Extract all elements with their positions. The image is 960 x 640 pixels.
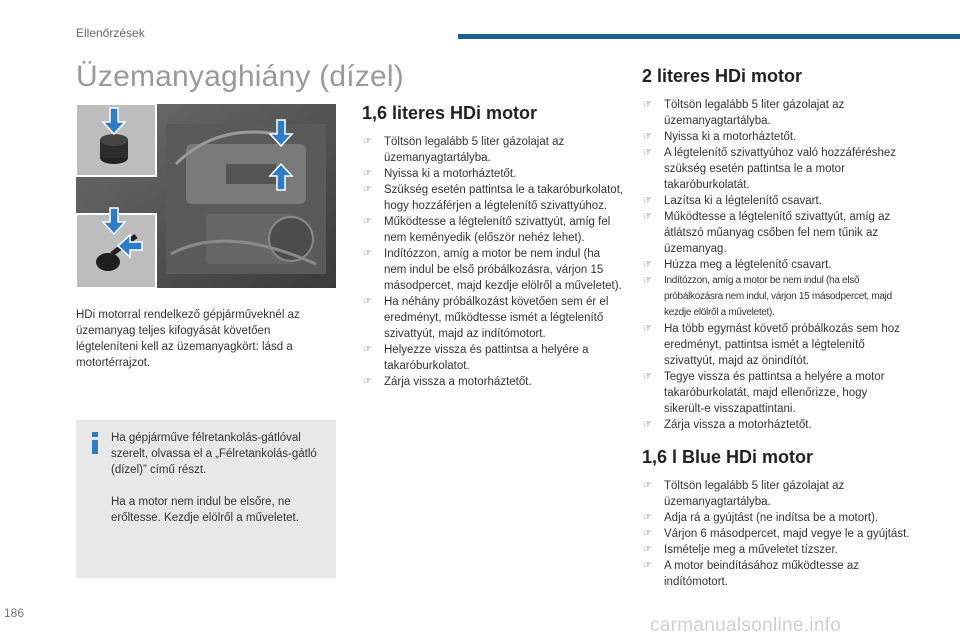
step-item: ☞ Tegye vissza és pattintsa a helyére a motor takaróburkolatát, majd ellenőrizze, hogy sikerült-e visszapattintani. xyxy=(642,369,910,417)
step-item: ☞ Zárja vissza a motorháztetőt. xyxy=(642,417,910,433)
step-item: ☞ Helyezze vissza és pattintsa a helyére a takaróburkolatot. xyxy=(362,342,624,374)
section-header: Ellenőrzések xyxy=(76,26,145,40)
step-item: ☞ Nyissa ki a motorháztetőt. xyxy=(362,166,624,182)
section-heading: 2 literes HDi motor xyxy=(642,66,803,86)
step-item: ☞ Zárja vissza a motorháztetőt. xyxy=(362,374,624,390)
note-paragraph: Ha gépjárműve félretankolás-gátlóval szerelt, olvassa el a „Félretankolás-gátló (dízel)” című részt. xyxy=(111,432,317,476)
section-heading: 1,6 literes HDi motor xyxy=(362,103,538,123)
step-item: ☞ Töltsön legalább 5 liter gázolajat az üzemanyagtartályba. xyxy=(642,97,910,129)
note-paragraph: Ha a motor nem indul be elsőre, ne erőltesse. Kezdje elölről a műveletet. xyxy=(111,496,299,524)
step-item: ☞ Indítózzon, amíg a motor be nem indul (ha első próbálkozásra nem indul, várjon 15 másodpercet, majd kezdje elölről a műveletet). xyxy=(642,273,910,321)
step-item: ☞ Ismételje meg a műveletet tízszer. xyxy=(642,542,910,558)
header-accent-bar xyxy=(458,34,960,39)
section-bluehdi xyxy=(642,447,910,590)
watermark: carmanualsonline.info xyxy=(650,615,842,636)
step-item: ☞ Működtesse a légtelenítő szivattyút, amíg fel nem keményedik (először nehéz lehet). xyxy=(362,214,624,246)
engine-illustration xyxy=(76,104,336,288)
step-item: ☞ Adja rá a gyújtást (ne indítsa be a motort). xyxy=(642,510,910,526)
page-number: 186 xyxy=(4,606,25,620)
step-item: ☞ Töltsön legalább 5 liter gázolajat az üzemanyagtartályba. xyxy=(362,134,624,166)
section-hdi16 xyxy=(362,103,624,390)
step-item: ☞ Szükség esetén pattintsa le a takaróburkolatot, hogy hozzáférjen a légtelenítő szivattyúhoz. xyxy=(362,182,624,214)
engine-bay-figure xyxy=(76,104,336,288)
step-item: ☞ Húzza meg a légtelenítő csavart. xyxy=(642,257,910,273)
intro-paragraph: HDi motorral rendelkező gépjárműveknél az üzemanyag teljes kifogyását követően légteleníteni kell az üzemanyagkört: lásd a motortérrajzot. xyxy=(76,309,300,369)
step-item: ☞ Nyissa ki a motorháztetőt. xyxy=(642,129,910,145)
info-note-box xyxy=(76,420,336,578)
step-item: ☞ Várjon 6 másodpercet, majd vegye le a gyújtást. xyxy=(642,526,910,542)
step-item: ☞ Ha néhány próbálkozást követően sem ér el eredményt, működtesse ismét a légtelenítő szivattyút, majd az indítómotort. xyxy=(362,294,624,342)
step-list xyxy=(362,134,624,390)
step-item: ☞ Működtesse a légtelenítő szivattyút, amíg az átlátszó műanyag csőben fel nem tűnik az üzemanyag. xyxy=(642,209,910,257)
step-item: ☞ A légtelenítő szivattyúhoz való hozzáféréshez szükség esetén pattintsa le a motor takaróburkolatát. xyxy=(642,145,910,193)
section-heading: 1,6 l Blue HDi motor xyxy=(642,447,814,467)
step-item: ☞ Töltsön legalább 5 liter gázolajat az üzemanyagtartályba. xyxy=(642,478,910,510)
step-item: ☞ Indítózzon, amíg a motor be nem indul (ha nem indul be első próbálkozásra, várjon 15 másodpercet, majd kezdje elölről a műveletet). xyxy=(362,246,624,294)
step-item: ☞ A motor beindításához működtesse az indítómotort. xyxy=(642,558,910,590)
info-icon xyxy=(90,432,100,454)
info-note-text xyxy=(111,430,325,542)
step-item: ☞ Ha több egymást követő próbálkozás sem hoz eredményt, pattintsa ismét a légtelenítő szivattyút, majd az önindítót. xyxy=(642,321,910,369)
step-item: ☞ Lazítsa ki a légtelenítő csavart. xyxy=(642,193,910,209)
section-hdi20 xyxy=(642,66,910,433)
page-title: Üzemanyaghiány (dízel) xyxy=(76,60,404,93)
step-list xyxy=(642,478,910,590)
step-list xyxy=(642,97,910,433)
